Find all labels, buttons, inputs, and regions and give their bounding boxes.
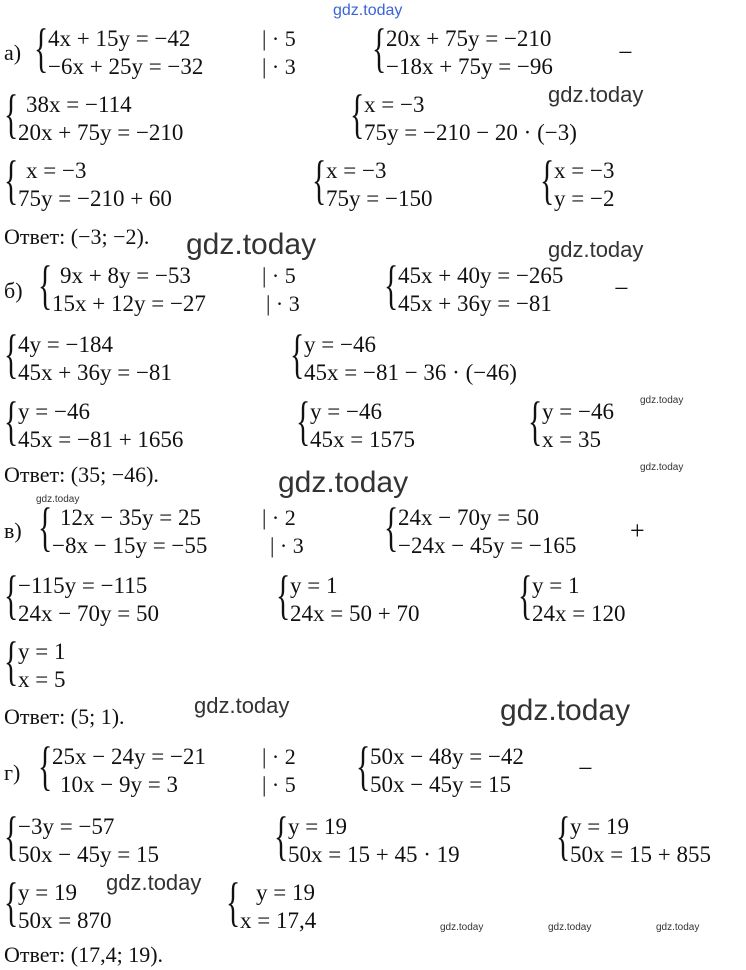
equation: 20x + 75y = −210 bbox=[386, 26, 552, 51]
brace-icon: { bbox=[518, 565, 533, 625]
brace-icon: { bbox=[276, 565, 291, 625]
brace-icon: { bbox=[384, 497, 399, 557]
equation: 4y = −184 bbox=[18, 332, 113, 357]
equation: 24x − 70y = 50 bbox=[18, 601, 159, 626]
brace-icon: { bbox=[4, 150, 19, 210]
equation: y = 1 bbox=[532, 573, 580, 598]
equation: 45x + 36y = −81 bbox=[398, 291, 552, 316]
equation: 45x = −81 + 1656 bbox=[18, 427, 184, 452]
answer: Ответ: (17,4; 19). bbox=[4, 942, 164, 967]
equation: −24x − 45y = −165 bbox=[398, 533, 577, 558]
equation: 15x + 12y = −27 bbox=[52, 291, 206, 316]
multiplier: | · 2 bbox=[262, 505, 296, 530]
equation: −6x + 25y = −32 bbox=[48, 54, 204, 79]
equation: 45x = −81 − 36 · (−46) bbox=[304, 360, 517, 385]
multiplier: | · 5 bbox=[262, 26, 296, 51]
watermark: gdz.today bbox=[186, 228, 317, 261]
operation-sign: − bbox=[618, 38, 633, 67]
equation: 50x = 15 + 45 · 19 bbox=[288, 842, 460, 867]
brace-icon: { bbox=[226, 872, 241, 932]
part-label: в) bbox=[4, 518, 22, 543]
equation: 10x − 9y = 3 bbox=[60, 772, 178, 797]
multiplier: | · 3 bbox=[262, 54, 296, 79]
equation: x = −3 bbox=[554, 158, 615, 183]
equation: x = 35 bbox=[542, 427, 601, 452]
brace-icon: { bbox=[296, 391, 311, 451]
brace-icon: { bbox=[38, 255, 53, 315]
equation: 75y = −150 bbox=[326, 186, 433, 211]
equation: 75y = −210 + 60 bbox=[18, 186, 172, 211]
equation: −8x − 15y = −55 bbox=[52, 533, 208, 558]
equation: y = 19 bbox=[570, 814, 629, 839]
equation: −18x + 75y = −96 bbox=[386, 54, 553, 79]
watermark: gdz.today bbox=[278, 466, 409, 499]
brace-icon: { bbox=[4, 391, 19, 451]
part-label: б) bbox=[4, 278, 23, 303]
part-label: а) bbox=[4, 40, 22, 65]
brace-icon: { bbox=[4, 565, 19, 625]
answer: Ответ: (35; −46). bbox=[4, 462, 159, 487]
equation: y = −46 bbox=[310, 399, 382, 424]
equation: y = −46 bbox=[18, 399, 90, 424]
brace-icon: { bbox=[290, 324, 305, 384]
equation: 75y = −210 − 20 · (−3) bbox=[364, 120, 577, 145]
equation: 50x − 45y = 15 bbox=[18, 842, 159, 867]
equation: 50x = 15 + 855 bbox=[570, 842, 711, 867]
equation: 50x − 48y = −42 bbox=[370, 744, 524, 769]
equation: 45x + 40y = −265 bbox=[398, 263, 564, 288]
watermark: gdz.today bbox=[194, 693, 290, 718]
answer: Ответ: (−3; −2). bbox=[4, 224, 150, 249]
brace-icon: { bbox=[312, 150, 327, 210]
brace-icon: { bbox=[384, 255, 399, 315]
equation: y = 1 bbox=[18, 639, 66, 664]
brace-icon: { bbox=[556, 806, 571, 866]
equation: 24x = 120 bbox=[532, 601, 626, 626]
watermark: gdz.today bbox=[656, 922, 700, 933]
brace-icon: { bbox=[356, 736, 371, 796]
equation: x = −3 bbox=[364, 92, 425, 117]
brace-icon: { bbox=[4, 324, 19, 384]
multiplier: | · 5 bbox=[262, 263, 296, 288]
watermark: gdz.today bbox=[548, 237, 644, 262]
equation: −115y = −115 bbox=[18, 573, 148, 598]
equation: x = 5 bbox=[18, 667, 66, 692]
equation: y = −46 bbox=[542, 399, 614, 424]
multiplier: | · 3 bbox=[266, 291, 300, 316]
watermark: gdz.today bbox=[548, 922, 592, 933]
brace-icon: { bbox=[4, 84, 19, 144]
brace-icon: { bbox=[4, 806, 19, 866]
operation-sign: − bbox=[578, 754, 593, 783]
brace-icon: { bbox=[540, 150, 555, 210]
watermark: gdz.today bbox=[548, 82, 644, 107]
multiplier: | · 5 bbox=[262, 772, 296, 797]
watermark: gdz.today bbox=[440, 922, 484, 933]
brace-icon: { bbox=[4, 631, 19, 691]
equation: 45x + 36y = −81 bbox=[18, 360, 172, 385]
equation: −3y = −57 bbox=[18, 814, 115, 839]
equation: 25x − 24y = −21 bbox=[52, 744, 206, 769]
equation: y = 19 bbox=[18, 880, 77, 905]
equation: y = 19 bbox=[288, 814, 347, 839]
part-label: г) bbox=[4, 760, 21, 785]
watermark: gdz.today bbox=[36, 494, 80, 505]
watermark: gdz.today bbox=[500, 694, 631, 727]
equation: 45x = 1575 bbox=[310, 427, 415, 452]
brace-icon: { bbox=[372, 18, 387, 78]
equation: 4x + 15y = −42 bbox=[48, 26, 191, 51]
equation: x = −3 bbox=[26, 158, 87, 183]
equation: 12x − 35y = 25 bbox=[60, 505, 201, 530]
equation: 50x − 45y = 15 bbox=[370, 772, 511, 797]
brace-icon: { bbox=[528, 391, 543, 451]
equation: y = −2 bbox=[554, 186, 615, 211]
equation: 50x = 870 bbox=[18, 908, 112, 933]
equation: x = 17,4 bbox=[240, 908, 317, 933]
equation: 24x − 70y = 50 bbox=[398, 505, 539, 530]
watermark: gdz.today bbox=[106, 870, 202, 895]
brace-icon: { bbox=[38, 497, 53, 557]
brace-icon: { bbox=[350, 84, 365, 144]
operation-sign: − bbox=[614, 274, 629, 303]
watermark: gdz.today bbox=[640, 395, 684, 406]
equation: x = −3 bbox=[326, 158, 387, 183]
brace-icon: { bbox=[4, 872, 19, 932]
answer: Ответ: (5; 1). bbox=[4, 704, 125, 729]
equation: 20x + 75y = −210 bbox=[18, 120, 184, 145]
brace-icon: { bbox=[34, 18, 49, 78]
equation: y = 19 bbox=[256, 880, 315, 905]
brace-icon: { bbox=[38, 736, 53, 796]
watermark-top: gdz.today bbox=[333, 2, 403, 19]
watermark: gdz.today bbox=[640, 462, 684, 473]
brace-icon: { bbox=[274, 806, 289, 866]
equation: y = 1 bbox=[290, 573, 338, 598]
equation: 24x = 50 + 70 bbox=[290, 601, 420, 626]
multiplier: | · 2 bbox=[262, 744, 296, 769]
equation: 9x + 8y = −53 bbox=[60, 263, 191, 288]
multiplier: | · 3 bbox=[270, 533, 304, 558]
operation-sign: + bbox=[630, 516, 645, 545]
equation: 38x = −114 bbox=[26, 92, 132, 117]
equation: y = −46 bbox=[304, 332, 376, 357]
